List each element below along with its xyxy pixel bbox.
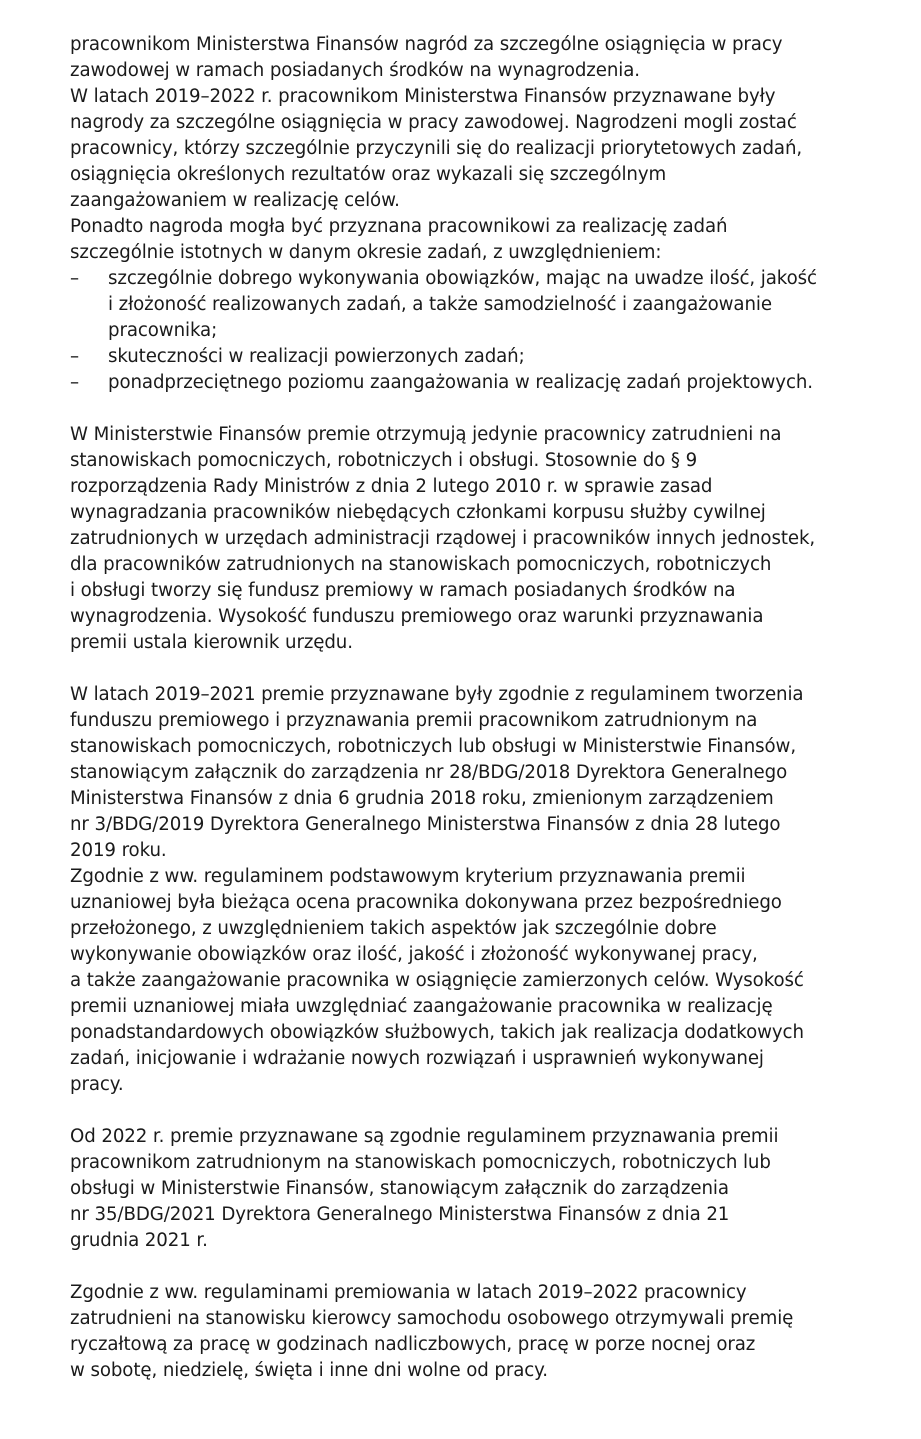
text-line: zadań, inicjowanie i wdrażanie nowych rozwiązań i usprawnień wykonywanej (70, 1048, 764, 1069)
text-line: szczególnie istotnych w danym okresie zadań, z uwzględnieniem: (70, 242, 662, 263)
text-line: szczególnie dobrego wykonywania obowiązków, mając na uwadze ilość, jakość (108, 268, 817, 289)
paragraph-premiums-eligibility (70, 422, 870, 656)
paragraph-regulations-2022 (70, 1124, 870, 1254)
text-line: wykonywanie obowiązków oraz ilość, jakość i złożoność wykonywanej pracy, (70, 944, 758, 965)
text-line: Ministerstwa Finansów z dnia 6 grudnia 2018 roku, zmienionym zarządzeniem (70, 788, 774, 809)
text-line: W latach 2019–2022 r. pracownikom Ministerstwa Finansów przyznawane były (70, 86, 776, 107)
text-line: zatrudnionych w urzędach administracji rządowej i pracowników innych jednostek, (70, 528, 816, 549)
text-line: skuteczności w realizacji powierzonych zadań; (108, 346, 525, 367)
text-line: zatrudnieni na stanowisku kierowcy samochodu osobowego otrzymywali premię (70, 1308, 794, 1329)
text-line: ponadprzeciętnego poziomu zaangażowania w realizację zadań projektowych. (108, 372, 813, 393)
text-line: pracy. (70, 1074, 124, 1095)
text-line: Zgodnie z ww. regulaminami premiowania w latach 2019–2022 pracownicy (70, 1282, 747, 1303)
text-line: dla pracowników zatrudnionych na stanowiskach pomocniczych, robotniczych (70, 554, 772, 575)
text-line: pracownikom Ministerstwa Finansów nagród za szczególne osiągnięcia w pracy (70, 34, 783, 55)
list-item (0, 266, 870, 344)
text-line: nagrody za szczególne osiągnięcia w pracy zawodowej. Nagrodzeni mogli zostać (70, 112, 797, 133)
paragraph-awards (70, 32, 870, 266)
text-line: osiągnięcia określonych rezultatów oraz wykazali się szczególnym (70, 164, 667, 185)
text-line: a także zaangażowanie pracownika w osiągnięcie zamierzonych celów. Wysokość (70, 970, 804, 991)
document-page (70, 32, 870, 1384)
paragraph-spacer (70, 396, 870, 422)
text-line: wynagradzania pracowników niebędących członkami korpusu służby cywilnej (70, 502, 766, 523)
text-line: stanowiskach pomocniczych, robotniczych i obsługi. Stosownie do § 9 (70, 450, 698, 471)
list-item (0, 344, 870, 370)
text-line: stanowiskach pomocniczych, robotniczych lub obsługi w Ministerstwie Finansów, (70, 736, 797, 757)
text-line: i obsługi tworzy się fundusz premiowy w ramach posiadanych środków na (70, 580, 736, 601)
text-line: pracownika; (108, 320, 218, 341)
text-line: zawodowej w ramach posiadanych środków na wynagrodzenia. (70, 60, 640, 81)
text-line: ryczałtową za pracę w godzinach nadliczbowych, pracę w porze nocnej oraz (70, 1334, 756, 1355)
text-line: nr 3/BDG/2019 Dyrektora Generalnego Ministerstwa Finansów z dnia 28 lutego (70, 814, 781, 835)
text-line: pracownicy, którzy szczególnie przyczynili się do realizacji priorytetowych zadań, (70, 138, 803, 159)
text-line: Od 2022 r. premie przyznawane są zgodnie regulaminem przyznawania premii (70, 1126, 779, 1147)
text-line: premii ustala kierownik urzędu. (70, 632, 353, 653)
text-line: wynagrodzenia. Wysokość funduszu premiowego oraz warunki przyznawania (70, 606, 764, 627)
text-line: funduszu premiowego i przyznawania premii pracownikom zatrudnionym na (70, 710, 758, 731)
dash-bullet: – (70, 346, 79, 367)
paragraph-regulations-2019-2021 (70, 682, 870, 1098)
text-line: W latach 2019–2021 premie przyznawane były zgodnie z regulaminem tworzenia (70, 684, 804, 705)
text-line: Ponadto nagroda mogła być przyznana pracownikowi za realizację zadań (70, 216, 728, 237)
text-line: uznaniowej była bieżąca ocena pracownika dokonywana przez bezpośredniego (70, 892, 782, 913)
criteria-list (0, 266, 870, 396)
text-line: ponadstandardowych obowiązków służbowych, takich jak realizacja dodatkowych (70, 1022, 804, 1043)
text-line: Zgodnie z ww. regulaminem podstawowym kryterium przyznawania premii (70, 866, 746, 887)
text-line: przełożonego, z uwzględnieniem takich aspektów jak szczególnie dobre (70, 918, 717, 939)
text-line: premii uznaniowej miała uwzględniać zaangażowanie pracownika w realizację (70, 996, 773, 1017)
text-line: rozporządzenia Rady Ministrów z dnia 2 lutego 2010 r. w sprawie zasad (70, 476, 713, 497)
text-line: i złożoność realizowanych zadań, a także samodzielność i zaangażowanie (108, 294, 772, 315)
list-item (0, 370, 870, 396)
dash-bullet: – (70, 268, 79, 289)
paragraph-spacer (70, 656, 870, 682)
text-line: W Ministerstwie Finansów premie otrzymują jedynie pracownicy zatrudnieni na (70, 424, 782, 445)
text-line: grudnia 2021 r. (70, 1230, 208, 1251)
dash-bullet: – (70, 372, 79, 393)
text-line: 2019 roku. (70, 840, 167, 861)
paragraph-spacer (70, 1098, 870, 1124)
text-line: stanowiącym załącznik do zarządzenia nr 28/BDG/2018 Dyrektora Generalnego (70, 762, 788, 783)
text-line: w sobotę, niedzielę, święta i inne dni wolne od pracy. (70, 1360, 548, 1381)
text-line: nr 35/BDG/2021 Dyrektora Generalnego Ministerstwa Finansów z dnia 21 (70, 1204, 730, 1225)
paragraph-spacer (70, 1254, 870, 1280)
text-line: obsługi w Ministerstwie Finansów, stanowiącym załącznik do zarządzenia (70, 1178, 729, 1199)
text-line: zaangażowaniem w realizację celów. (70, 190, 400, 211)
paragraph-drivers-premium (70, 1280, 870, 1384)
text-line: pracownikom zatrudnionym na stanowiskach pomocniczych, robotniczych lub (70, 1152, 771, 1173)
